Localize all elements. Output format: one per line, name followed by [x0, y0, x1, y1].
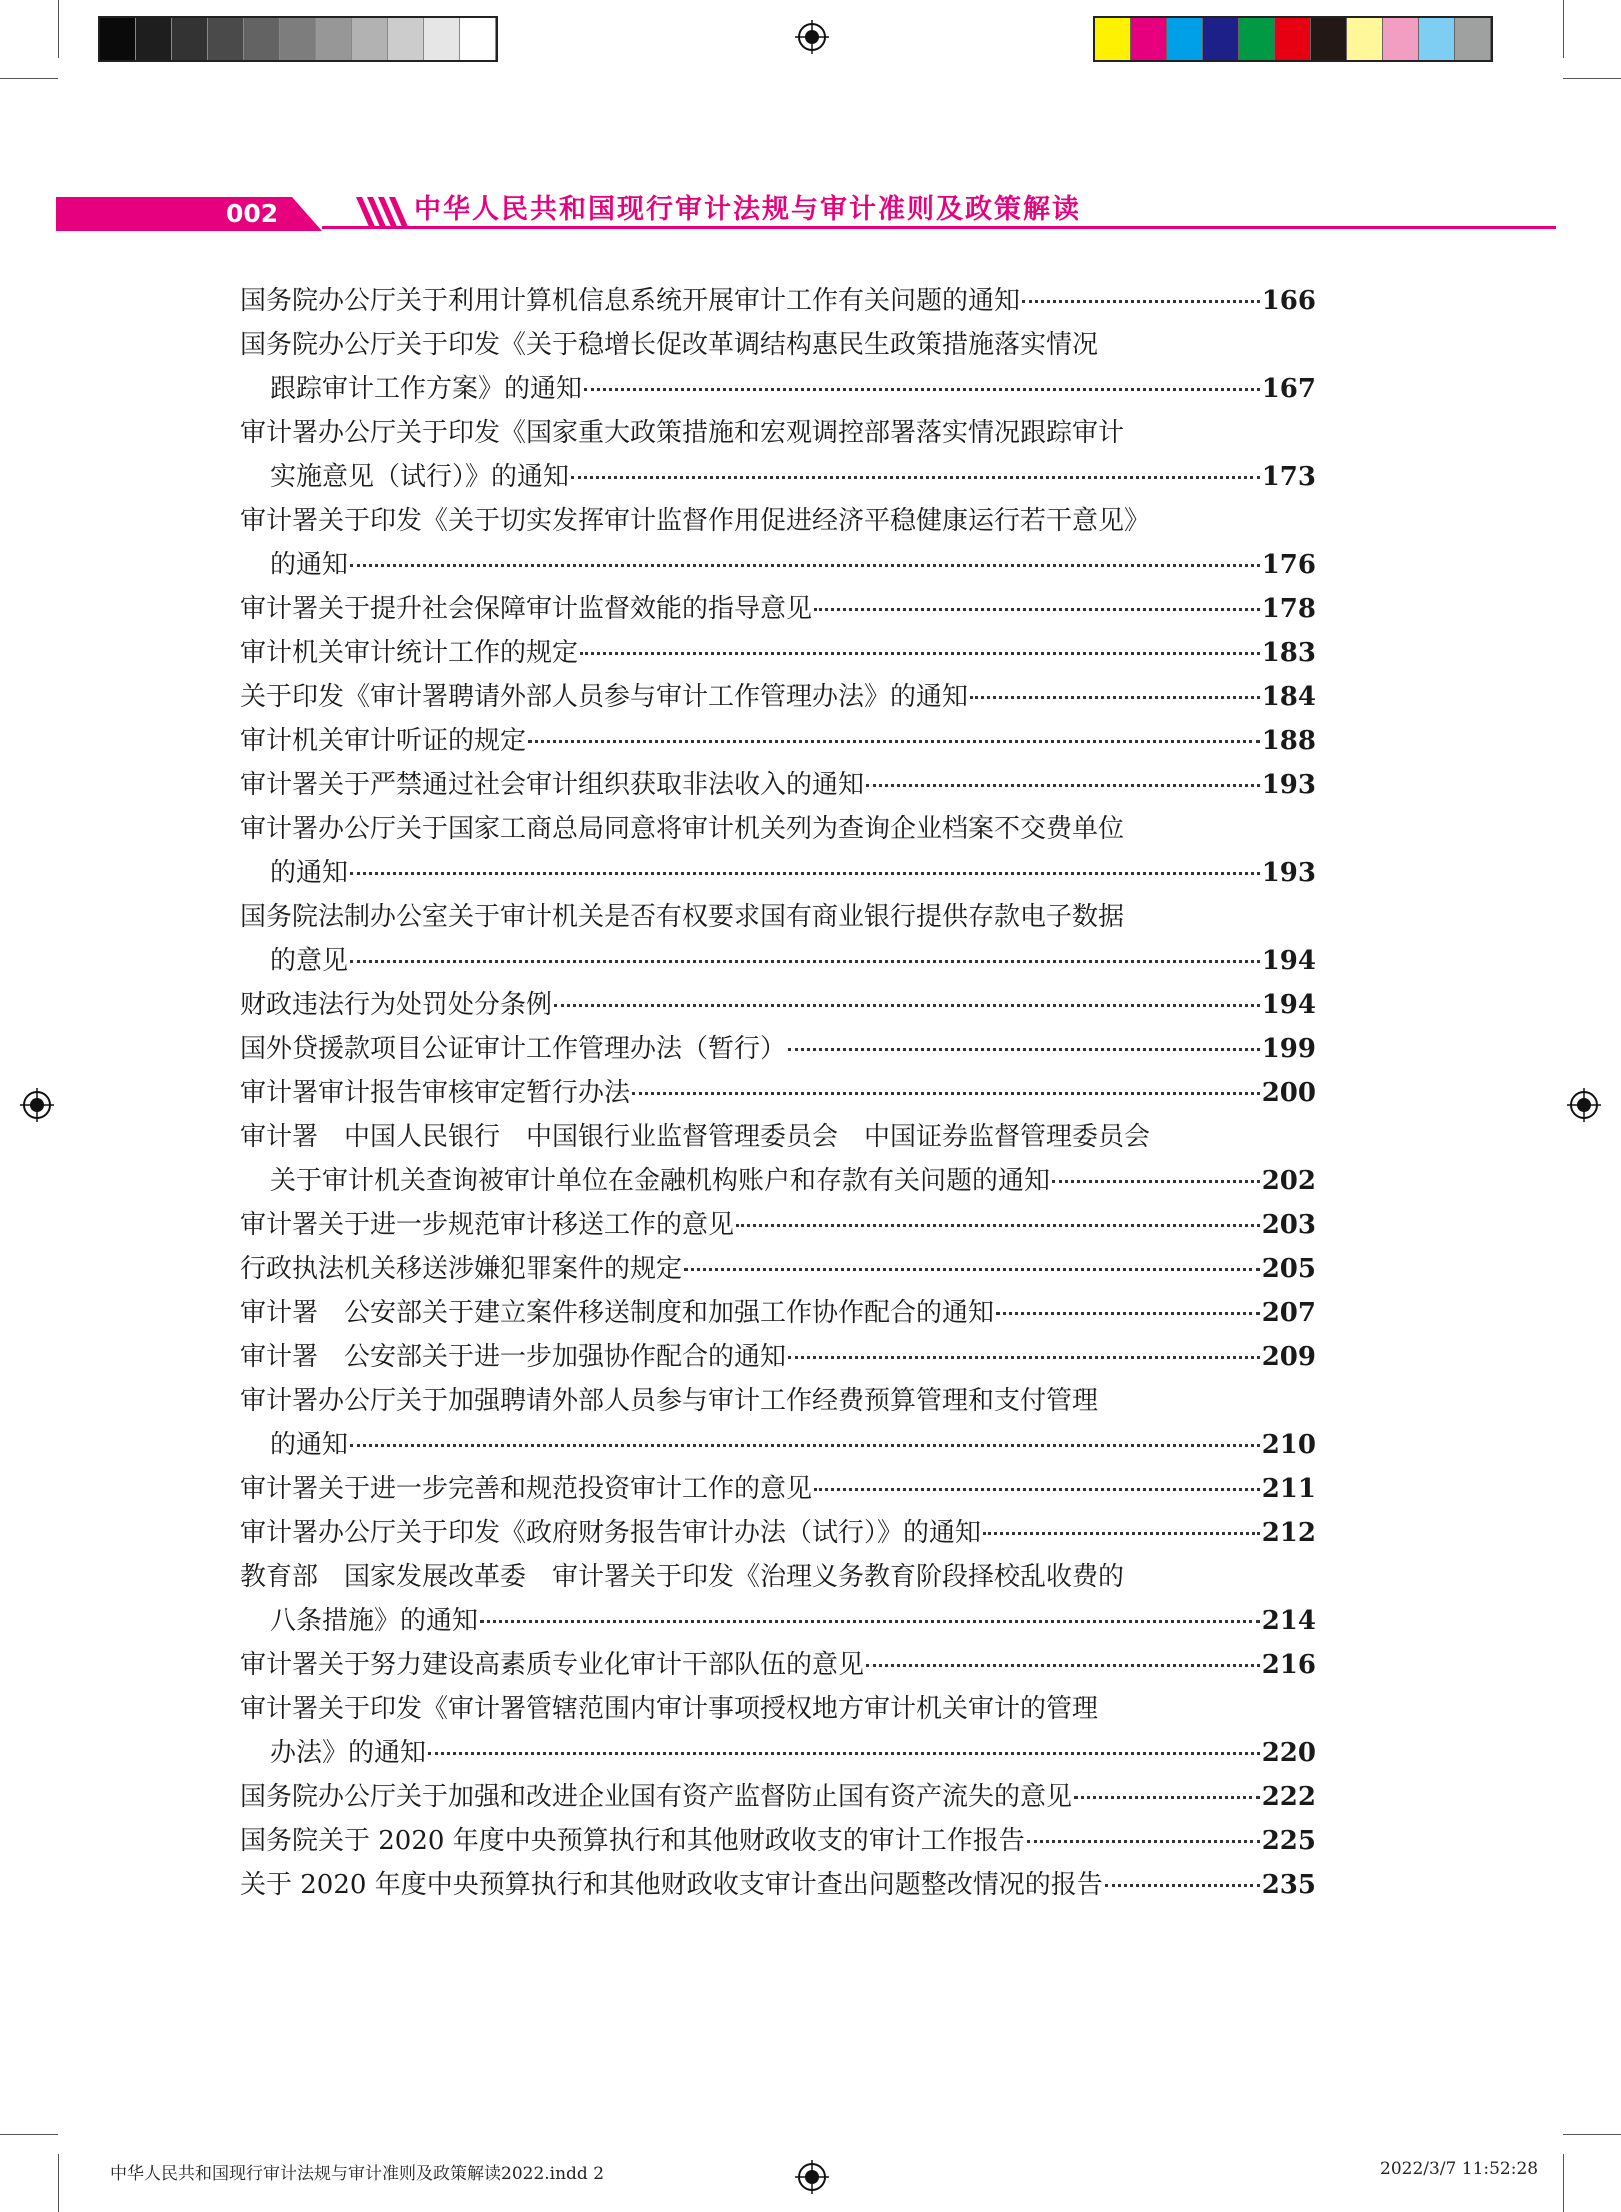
dot-leader [528, 740, 1260, 743]
toc-entry-title: 审计机关审计统计工作的规定 [240, 638, 579, 668]
toc-entry-title: 国外贷援款项目公证审计工作管理办法（暂行） [240, 1034, 787, 1064]
toc-entry-continuation-line [240, 1423, 1316, 1467]
toc-page-number: 178 [1261, 594, 1316, 624]
toc-entry-line [240, 1863, 1316, 1907]
color-swatch [1239, 18, 1275, 60]
toc-entry-continuation-line [240, 851, 1316, 895]
table-of-contents [240, 279, 1316, 1907]
toc-entry-title: 的通知 [270, 858, 349, 888]
grayscale-swatch [316, 18, 352, 60]
toc-page-number: 220 [1261, 1738, 1316, 1768]
grayscale-swatch [280, 18, 316, 60]
toc-page-number: 184 [1261, 682, 1316, 712]
toc-entry-title: 的意见 [270, 946, 349, 976]
color-swatch [1383, 18, 1419, 60]
color-swatch [1167, 18, 1203, 60]
toc-entry-title: 审计署办公厅关于加强聘请外部人员参与审计工作经费预算管理和支付管理 [240, 1386, 1099, 1416]
toc-entry-title: 审计署关于印发《关于切实发挥审计监督作用促进经济平稳健康运行若干意见》 [240, 506, 1151, 536]
toc-entry-title: 审计署关于严禁通过社会审计组织获取非法收入的通知 [240, 770, 865, 800]
toc-entry-title: 审计署办公厅关于印发《国家重大政策措施和宏观调控部署落实情况跟踪审计 [240, 418, 1125, 448]
toc-entry-title: 审计署 公安部关于建立案件移送制度和加强工作协作配合的通知 [240, 1298, 995, 1328]
toc-page-number: 205 [1261, 1254, 1316, 1284]
toc-entry-title: 关于审计机关查询被审计单位在金融机构账户和存款有关问题的通知 [270, 1166, 1051, 1196]
grayscale-swatch [100, 18, 136, 60]
grayscale-swatch [208, 18, 244, 60]
dot-leader [788, 1356, 1260, 1359]
toc-entry-title: 国务院办公厅关于加强和改进企业国有资产监督防止国有资产流失的意见 [240, 1782, 1073, 1812]
toc-entry-line [240, 1203, 1316, 1247]
dot-leader [814, 608, 1260, 611]
color-swatch [1311, 18, 1347, 60]
toc-entry-line [240, 1467, 1316, 1511]
toc-entry-continuation-line [240, 367, 1316, 411]
dot-leader [428, 1752, 1260, 1755]
toc-page-number: 203 [1261, 1210, 1316, 1240]
dot-leader [584, 388, 1260, 391]
toc-entry[interactable] [240, 1247, 1316, 1291]
registration-mark-top-icon [795, 20, 829, 54]
toc-entry-line [240, 763, 1316, 807]
toc-entry-title: 国务院办公厅关于印发《关于稳增长促改革调结构惠民生政策措施落实情况 [240, 330, 1099, 360]
toc-entry-line [240, 1643, 1316, 1687]
toc-entry-line [240, 1687, 1316, 1731]
toc-entry[interactable] [240, 763, 1316, 807]
toc-entry-title: 审计署办公厅关于印发《政府财务报告审计办法（试行）》的通知 [240, 1518, 982, 1548]
color-swatch [1203, 18, 1239, 60]
toc-entry[interactable] [240, 1071, 1316, 1115]
crop-mark-tr-h [1563, 78, 1621, 79]
toc-entry-title: 跟踪审计工作方案》的通知 [270, 374, 583, 404]
toc-entry-continuation-line [240, 1159, 1316, 1203]
toc-entry-title: 关于印发《审计署聘请外部人员参与审计工作管理办法》的通知 [240, 682, 969, 712]
toc-entry[interactable] [240, 1027, 1316, 1071]
toc-entry-title: 审计署审计报告审核审定暂行办法 [240, 1078, 631, 1108]
color-swatch [1455, 18, 1491, 60]
toc-entry[interactable] [240, 323, 1316, 411]
toc-entry-line [240, 1775, 1316, 1819]
dot-leader [866, 1664, 1260, 1667]
toc-page-number: 211 [1261, 1474, 1316, 1504]
toc-page-number: 212 [1261, 1518, 1316, 1548]
toc-entry[interactable] [240, 983, 1316, 1027]
toc-entry-title: 八条措施》的通知 [270, 1606, 479, 1636]
toc-entry-line [240, 1027, 1316, 1071]
toc-entry-line [240, 1071, 1316, 1115]
toc-entry[interactable] [240, 1335, 1316, 1379]
crop-mark-br-v [1563, 2154, 1564, 2212]
toc-page-number: 222 [1261, 1782, 1316, 1812]
toc-entry-title: 国务院关于 2020 年度中央预算执行和其他财政收支的审计工作报告 [240, 1826, 1025, 1856]
toc-entry[interactable] [240, 411, 1316, 499]
toc-page-number: 183 [1261, 638, 1316, 668]
toc-entry-title: 审计机关审计听证的规定 [240, 726, 527, 756]
toc-entry-continuation-line [240, 455, 1316, 499]
grayscale-swatch [244, 18, 280, 60]
toc-entry-line [240, 499, 1316, 543]
dot-leader [970, 696, 1260, 699]
toc-entry-line [240, 675, 1316, 719]
toc-entry[interactable] [240, 1555, 1316, 1643]
dot-leader [788, 1048, 1260, 1051]
toc-entry-line [240, 1291, 1316, 1335]
crop-mark-bl-h [0, 2134, 58, 2135]
toc-entry[interactable] [240, 587, 1316, 631]
toc-entry-title: 审计署办公厅关于国家工商总局同意将审计机关列为查询企业档案不交费单位 [240, 814, 1125, 844]
color-calibration-bar [1093, 16, 1493, 62]
toc-page-number: 216 [1261, 1650, 1316, 1680]
toc-entry[interactable] [240, 631, 1316, 675]
toc-entry-line [240, 1335, 1316, 1379]
toc-page-number: 194 [1261, 990, 1316, 1020]
toc-entry-line [240, 1115, 1316, 1159]
toc-entry-title: 国务院办公厅关于利用计算机信息系统开展审计工作有关问题的通知 [240, 286, 1021, 316]
toc-entry[interactable] [240, 1643, 1316, 1687]
crop-mark-br-h [1563, 2134, 1621, 2135]
toc-entry-title: 办法》的通知 [270, 1738, 427, 1768]
color-swatch [1347, 18, 1383, 60]
toc-entry-title: 国务院法制办公室关于审计机关是否有权要求国有商业银行提供存款电子数据 [240, 902, 1125, 932]
grayscale-swatch [352, 18, 388, 60]
crop-mark-tl-v [58, 0, 59, 58]
toc-page-number: 225 [1261, 1826, 1316, 1856]
toc-page-number: 207 [1261, 1298, 1316, 1328]
dot-leader [632, 1092, 1260, 1095]
toc-entry[interactable] [240, 719, 1316, 763]
registration-mark-bottom-icon [795, 2160, 829, 2194]
toc-entry[interactable] [240, 1819, 1316, 1863]
registration-mark-right-icon [1567, 1088, 1601, 1122]
dot-leader [350, 872, 1260, 875]
toc-page-number: 193 [1261, 858, 1316, 888]
color-swatch [1095, 18, 1131, 60]
toc-entry-line [240, 807, 1316, 851]
dot-leader [571, 476, 1260, 479]
toc-entry[interactable] [240, 1775, 1316, 1819]
toc-entry-title: 审计署关于印发《审计署管辖范围内审计事项授权地方审计机关审计的管理 [240, 1694, 1099, 1724]
toc-entry-title: 的通知 [270, 550, 349, 580]
toc-page-number: 173 [1261, 462, 1316, 492]
dot-leader [480, 1620, 1260, 1623]
book-title: 中华人民共和国现行审计法规与审计准则及政策解读 [414, 194, 1081, 225]
toc-entry-line [240, 411, 1316, 455]
dot-leader [1105, 1884, 1260, 1887]
toc-entry-title: 关于 2020 年度中央预算执行和其他财政收支审计查出问题整改情况的报告 [240, 1870, 1103, 1900]
toc-page-number: 167 [1261, 374, 1316, 404]
toc-page-number: 202 [1261, 1166, 1316, 1196]
toc-entry[interactable] [240, 1687, 1316, 1775]
toc-entry-line [240, 719, 1316, 763]
toc-entry[interactable] [240, 279, 1316, 323]
color-swatch [1131, 18, 1167, 60]
toc-entry[interactable] [240, 1863, 1316, 1907]
toc-page-number: 193 [1261, 770, 1316, 800]
crop-mark-bl-v [58, 2154, 59, 2212]
toc-entry-continuation-line [240, 939, 1316, 983]
dot-leader [580, 652, 1260, 655]
toc-page-number: 200 [1261, 1078, 1316, 1108]
toc-page-number: 166 [1261, 286, 1316, 316]
dot-leader [350, 1444, 1260, 1447]
toc-entry[interactable] [240, 675, 1316, 719]
toc-entry-title: 的通知 [270, 1430, 349, 1460]
dot-leader [554, 1004, 1260, 1007]
toc-entry-title: 行政执法机关移送涉嫌犯罪案件的规定 [240, 1254, 683, 1284]
footer-timestamp: 2022/3/7 11:52:28 [1380, 2159, 1539, 2179]
dot-leader [736, 1224, 1260, 1227]
grayscale-swatch [172, 18, 208, 60]
page-number: 002 [226, 199, 279, 228]
crop-mark-tr-v [1563, 0, 1564, 58]
color-swatch [1419, 18, 1455, 60]
toc-entry-title: 实施意见（试行）》的通知 [270, 462, 570, 492]
toc-entry[interactable] [240, 499, 1316, 587]
grayscale-calibration-bar [98, 16, 498, 62]
toc-page-number: 194 [1261, 946, 1316, 976]
toc-entry-line [240, 895, 1316, 939]
toc-entry-title: 教育部 国家发展改革委 审计署关于印发《治理义务教育阶段择校乱收费的 [240, 1562, 1125, 1592]
toc-page-number: 214 [1261, 1606, 1316, 1636]
toc-page-number: 188 [1261, 726, 1316, 756]
dot-leader [1027, 1840, 1260, 1843]
dot-leader [350, 960, 1260, 963]
slash-decoration-icon [356, 195, 412, 231]
toc-entry-line [240, 323, 1316, 367]
dot-leader [684, 1268, 1260, 1271]
grayscale-swatch [136, 18, 172, 60]
toc-entry-line [240, 1511, 1316, 1555]
dot-leader [814, 1488, 1260, 1491]
color-swatch [1275, 18, 1311, 60]
toc-entry-title: 审计署 中国人民银行 中国银行业监督管理委员会 中国证券监督管理委员会 [240, 1122, 1151, 1152]
dot-leader [983, 1532, 1260, 1535]
toc-entry-line [240, 1555, 1316, 1599]
grayscale-swatch [388, 18, 424, 60]
toc-page-number: 210 [1261, 1430, 1316, 1460]
toc-entry[interactable] [240, 807, 1316, 895]
toc-entry-title: 财政违法行为处罚处分条例 [240, 990, 553, 1020]
toc-page-number: 176 [1261, 550, 1316, 580]
toc-entry-title: 审计署关于提升社会保障审计监督效能的指导意见 [240, 594, 813, 624]
footer-file-name: 中华人民共和国现行审计法规与审计准则及政策解读2022.indd 2 [110, 2164, 605, 2184]
toc-entry[interactable] [240, 895, 1316, 983]
toc-entry[interactable] [240, 1467, 1316, 1511]
toc-entry-line [240, 1379, 1316, 1423]
dot-leader [996, 1312, 1260, 1315]
dot-leader [1074, 1796, 1260, 1799]
toc-entry-continuation-line [240, 1599, 1316, 1643]
toc-entry[interactable] [240, 1203, 1316, 1247]
toc-entry-line [240, 587, 1316, 631]
toc-entry[interactable] [240, 1511, 1316, 1555]
toc-entry-continuation-line [240, 1731, 1316, 1775]
dot-leader [350, 564, 1260, 567]
toc-page-number: 235 [1261, 1870, 1316, 1900]
dot-leader [1022, 300, 1260, 303]
toc-entry-title: 审计署 公安部关于进一步加强协作配合的通知 [240, 1342, 787, 1372]
running-header [56, 194, 1564, 233]
toc-page-number: 199 [1261, 1034, 1316, 1064]
toc-entry[interactable] [240, 1115, 1316, 1203]
toc-entry-title: 审计署关于努力建设高素质专业化审计干部队伍的意见 [240, 1650, 865, 1680]
toc-entry-line [240, 1819, 1316, 1863]
toc-entry-line [240, 983, 1316, 1027]
dot-leader [1052, 1180, 1260, 1183]
registration-mark-left-icon [20, 1088, 54, 1122]
toc-entry-line [240, 631, 1316, 675]
toc-entry[interactable] [240, 1291, 1316, 1335]
toc-page-number: 209 [1261, 1342, 1316, 1372]
grayscale-swatch [424, 18, 460, 60]
toc-entry-title: 审计署关于进一步规范审计移送工作的意见 [240, 1210, 735, 1240]
toc-entry-continuation-line [240, 543, 1316, 587]
toc-entry-title: 审计署关于进一步完善和规范投资审计工作的意见 [240, 1474, 813, 1504]
toc-entry-line [240, 279, 1316, 323]
toc-entry-line [240, 1247, 1316, 1291]
toc-entry[interactable] [240, 1379, 1316, 1467]
dot-leader [866, 784, 1260, 787]
grayscale-swatch [460, 18, 496, 60]
crop-mark-tl-h [0, 78, 58, 79]
